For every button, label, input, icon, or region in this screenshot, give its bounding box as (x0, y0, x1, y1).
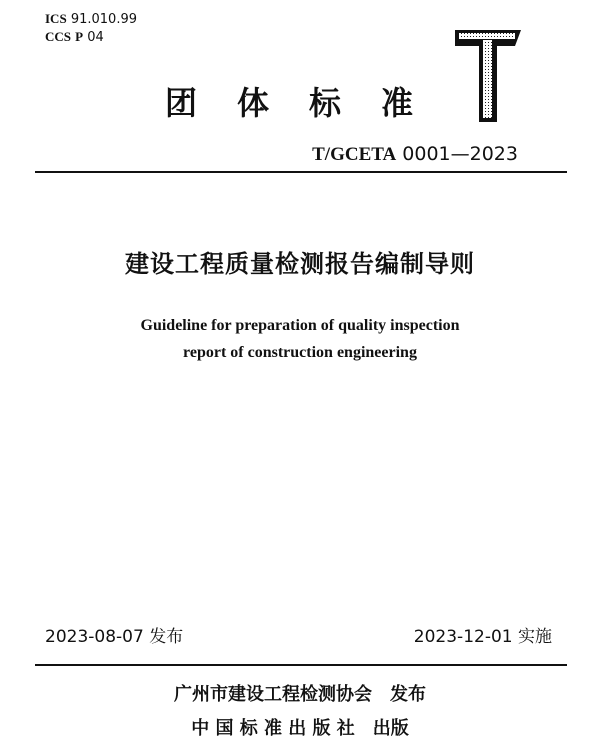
publish-date: 2023-08-07 发布 (45, 627, 184, 647)
title-english-line: Guideline for preparation of quality inspection (140, 317, 460, 334)
top-divider (35, 171, 567, 173)
ccs-value: 04 (87, 30, 104, 45)
publisher-association: 广州市建设工程检测协会 发布 (174, 684, 426, 705)
ccs-p: P (75, 29, 84, 44)
title-english-line: report of construction engineering (183, 344, 417, 361)
title-english (0, 312, 600, 366)
standard-number (312, 143, 518, 166)
implement-date: 2023-12-01 实施 (413, 627, 552, 647)
ics-label: ICS (45, 11, 67, 26)
org-type-heading: 团体标准 (165, 84, 454, 122)
ccs-label: CCS (45, 29, 72, 44)
ics-value: 91.010.99 (70, 12, 137, 27)
classification-codes (45, 10, 137, 46)
publisher-press: 中 国 标 准 出 版 社 出版 (191, 718, 409, 739)
bottom-divider (35, 664, 567, 666)
t-logo-icon (455, 30, 521, 122)
standard-code: 0001—2023 (402, 143, 518, 165)
standard-prefix: T/GCETA (312, 144, 397, 165)
title-chinese: 建设工程质量检测报告编制导则 (125, 250, 475, 278)
